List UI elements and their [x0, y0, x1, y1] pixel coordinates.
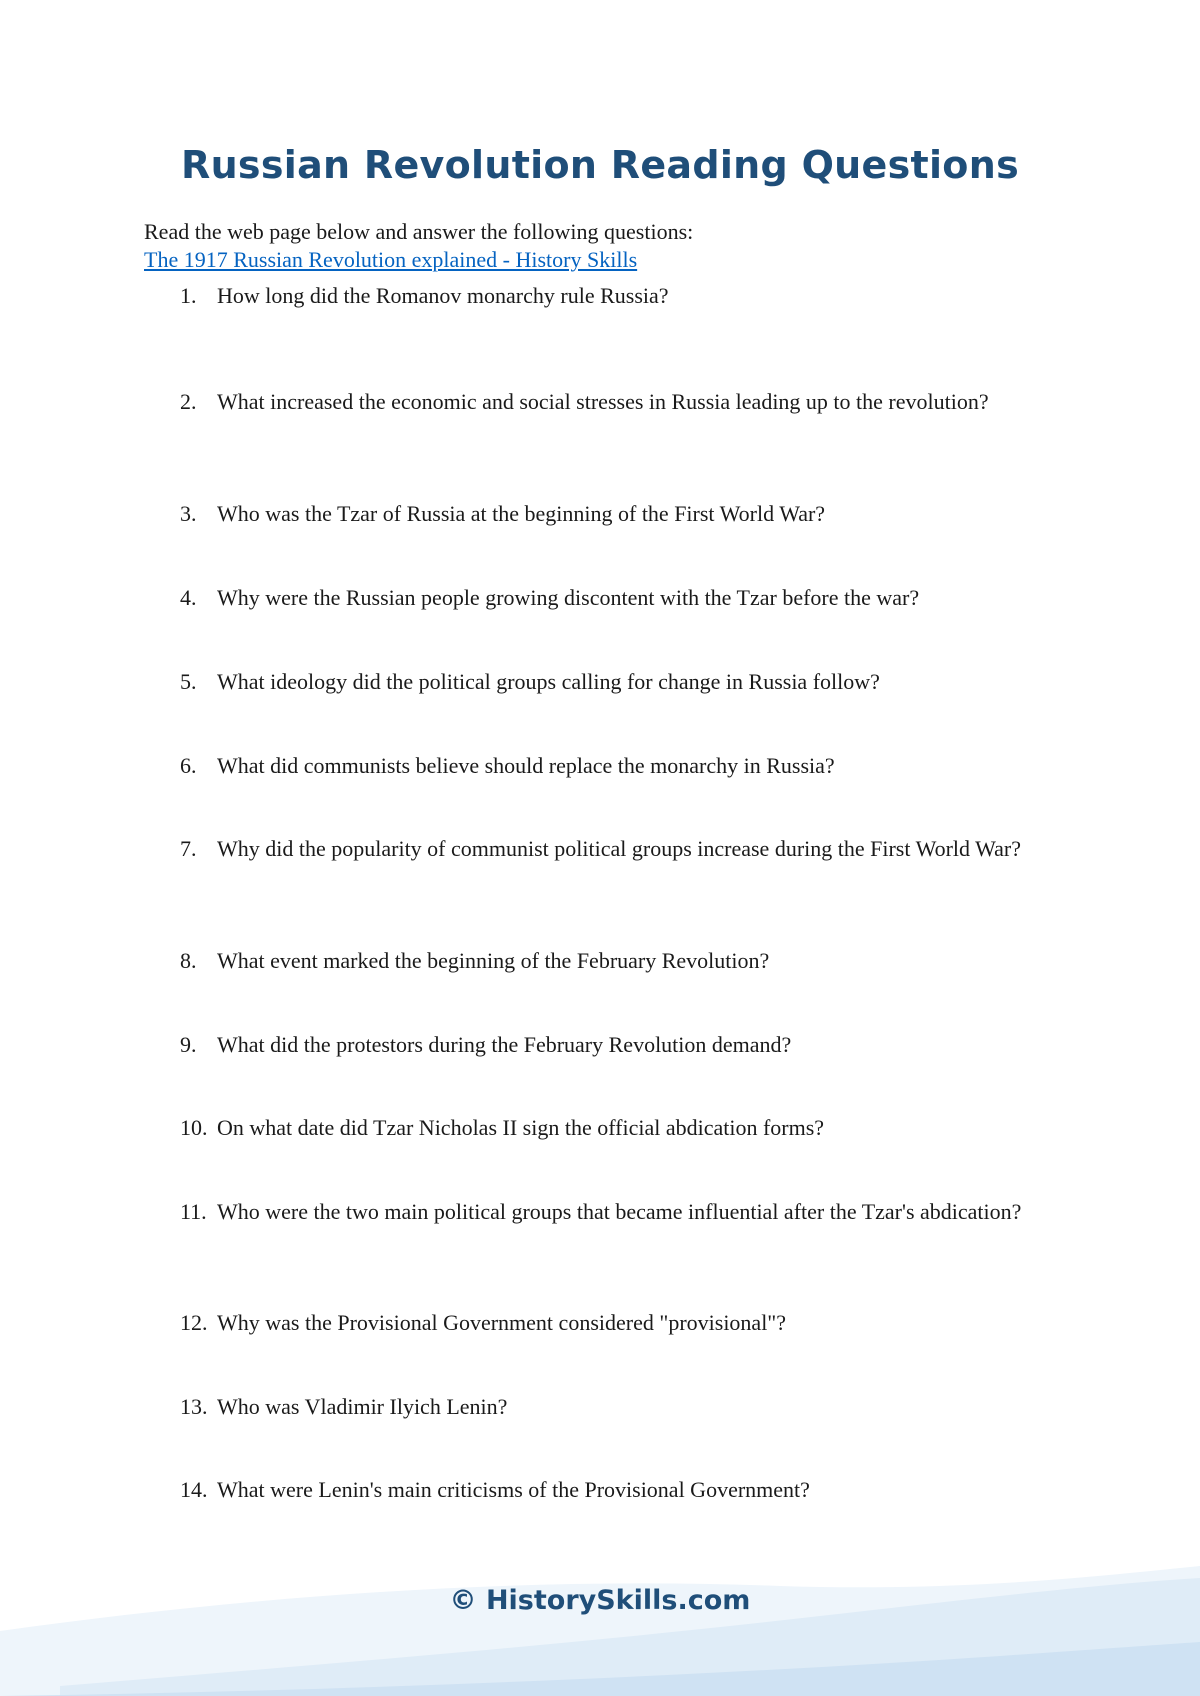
question-item [180, 1031, 1054, 1059]
question-text: On what date did Tzar Nicholas II sign the official abdication forms? [217, 1115, 825, 1140]
question-text: What increased the economic and social stresses in Russia leading up to the revolution? [217, 389, 989, 414]
question-number: 7. [180, 836, 197, 861]
question-item [180, 1198, 1054, 1226]
question-text: What ideology did the political groups calling for change in Russia follow? [217, 669, 880, 694]
question-number: 6. [180, 753, 197, 778]
question-item [180, 1393, 1054, 1421]
question-number: 9. [180, 1032, 197, 1057]
question-item [180, 668, 1054, 696]
question-number: 1. [180, 283, 197, 308]
question-text: What event marked the beginning of the February Revolution? [217, 948, 770, 973]
question-text: Who were the two main political groups that became influential after the Tzar's abdication? [217, 1199, 1022, 1224]
page-title: Russian Revolution Reading Questions [181, 143, 1019, 187]
question-item [180, 752, 1054, 780]
question-text: Why did the popularity of communist political groups increase during the First World War? [217, 836, 1021, 861]
question-text: Why was the Provisional Government considered "provisional"? [217, 1310, 787, 1335]
question-item [180, 500, 1054, 528]
question-number: 11. [180, 1199, 207, 1224]
question-number: 2. [180, 389, 197, 414]
question-number: 10. [180, 1115, 208, 1140]
question-number: 14. [180, 1477, 208, 1502]
question-text: Who was the Tzar of Russia at the beginning of the First World War? [217, 501, 826, 526]
question-number: 3. [180, 501, 197, 526]
footer-wave-decoration [0, 1536, 1200, 1696]
intro-block [144, 218, 1054, 274]
question-item [180, 584, 1054, 612]
question-text: What were Lenin's main criticisms of the Provisional Government? [217, 1477, 810, 1502]
question-item [180, 835, 1054, 863]
question-number: 13. [180, 1394, 208, 1419]
question-item [180, 1114, 1054, 1142]
question-item [180, 282, 1054, 310]
source-link[interactable]: The 1917 Russian Revolution explained - History Skills [144, 247, 638, 272]
question-number: 5. [180, 669, 197, 694]
question-item [180, 1309, 1054, 1337]
question-item [180, 388, 1054, 416]
question-text: How long did the Romanov monarchy rule Russia? [217, 283, 669, 308]
question-text: What did the protestors during the February Revolution demand? [217, 1032, 792, 1057]
intro-instruction: Read the web page below and answer the following questions: [144, 219, 694, 244]
question-number: 12. [180, 1310, 208, 1335]
question-item [180, 947, 1054, 975]
question-text: Why were the Russian people growing discontent with the Tzar before the war? [217, 585, 920, 610]
question-number: 8. [180, 948, 197, 973]
question-text: What did communists believe should replace the monarchy in Russia? [217, 753, 835, 778]
question-text: Who was Vladimir Ilyich Lenin? [217, 1394, 508, 1419]
footer-brand: © HistorySkills.com [449, 1585, 751, 1616]
question-number: 4. [180, 585, 197, 610]
question-item [180, 1476, 1054, 1504]
